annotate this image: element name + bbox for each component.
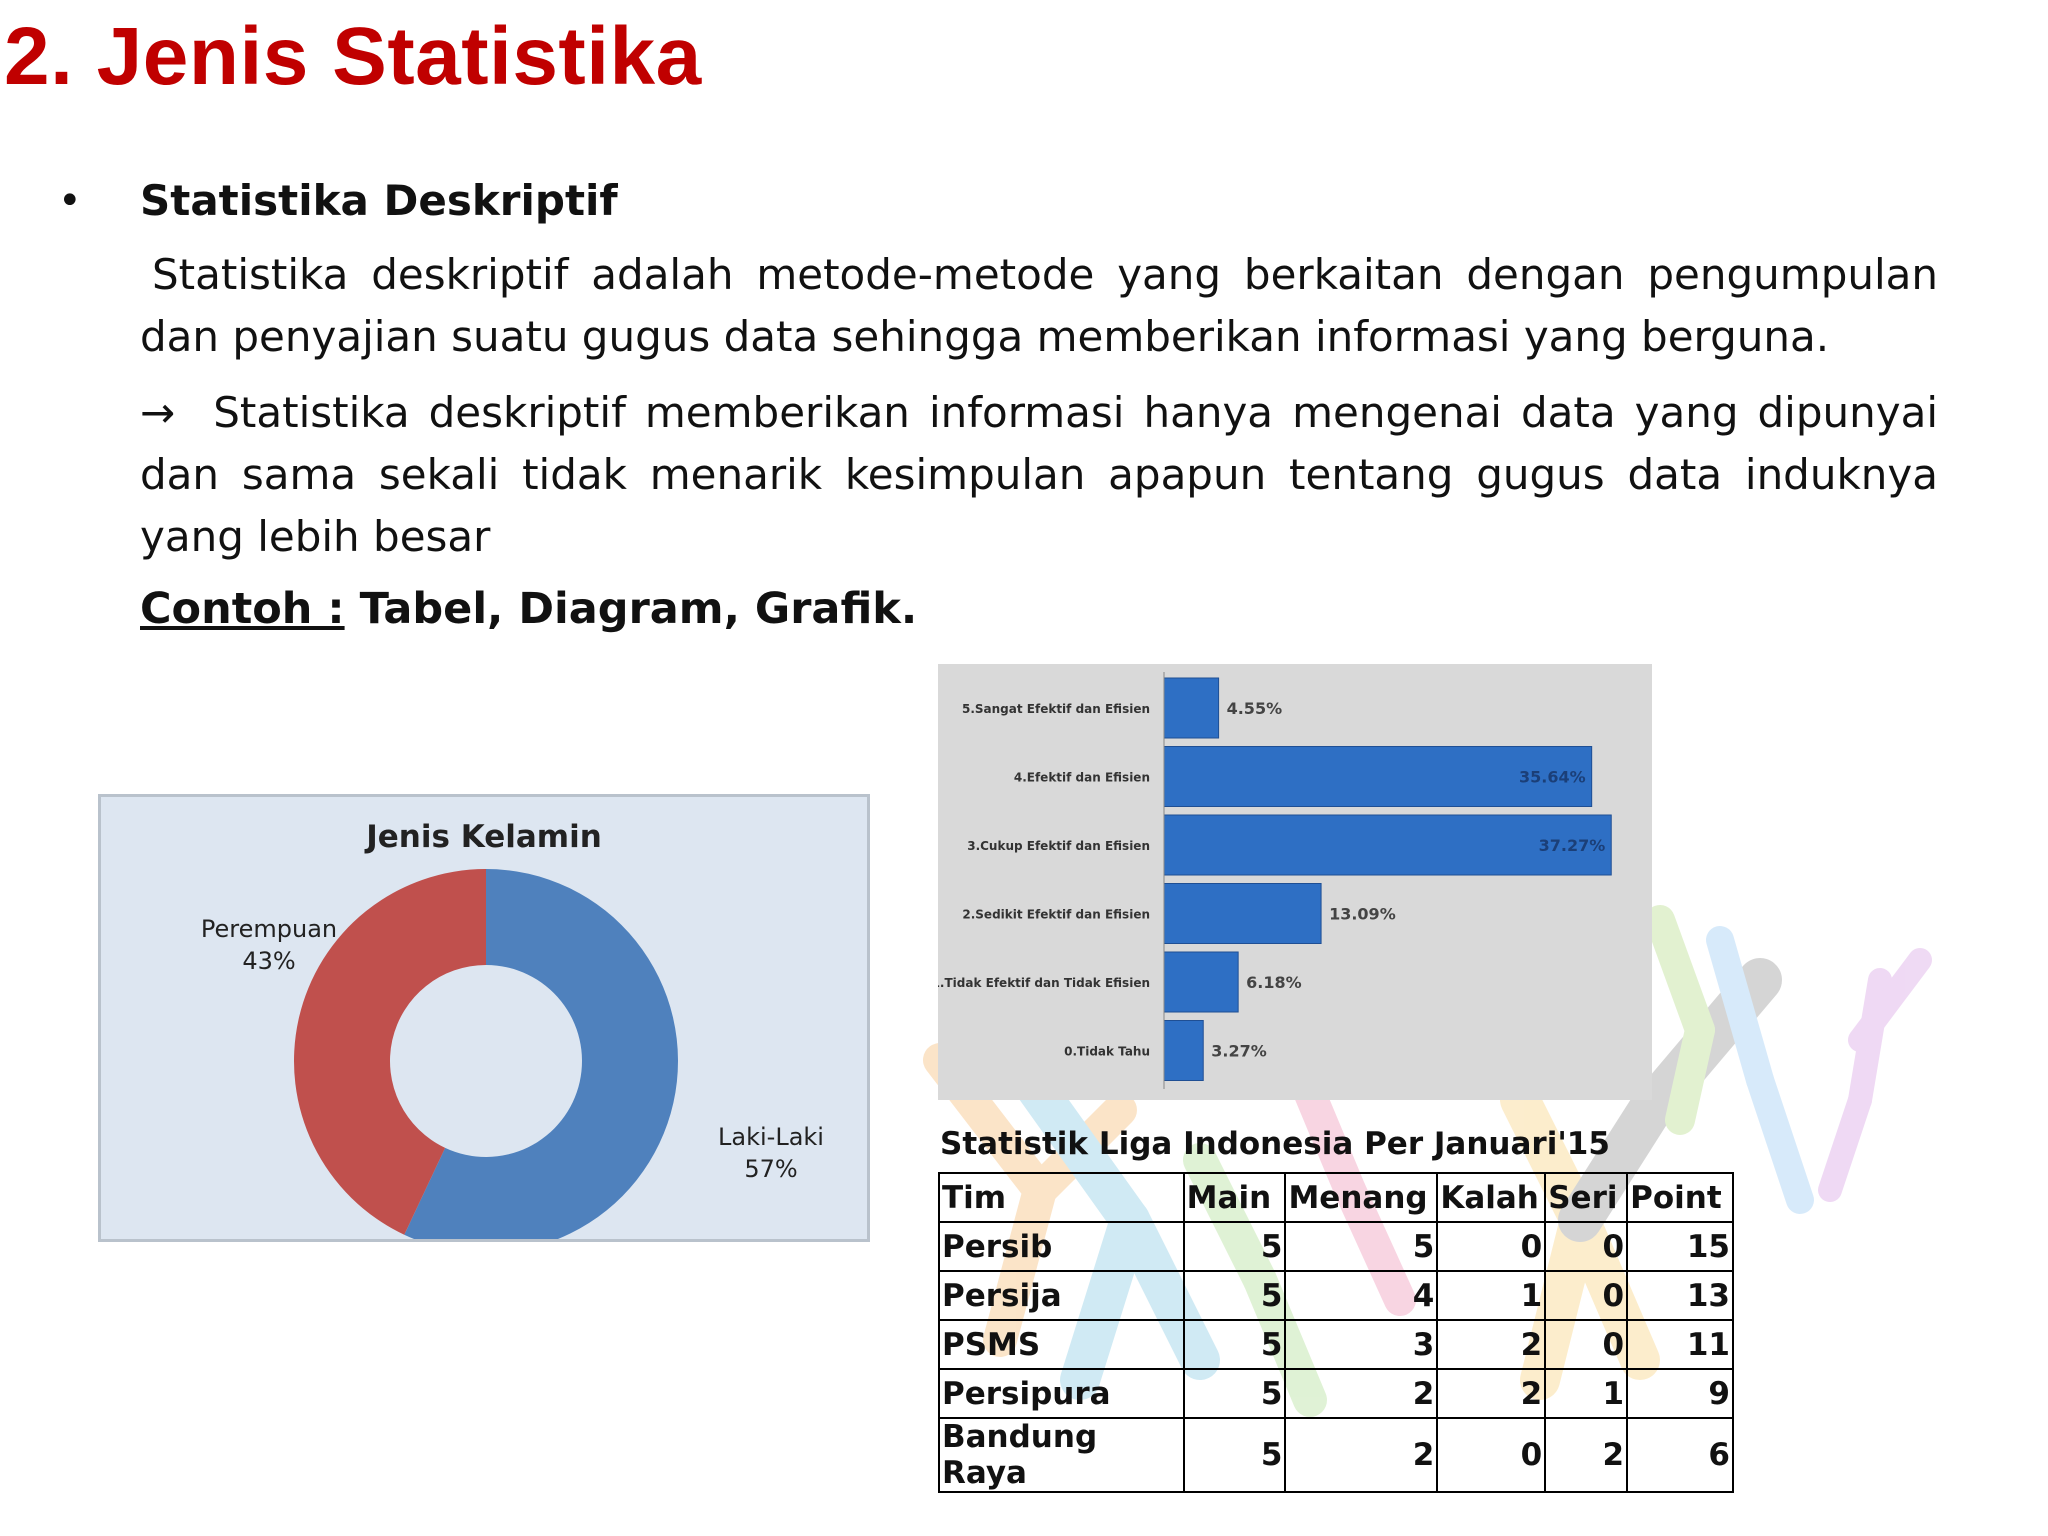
bullet-point: • bbox=[58, 178, 82, 224]
gender-donut-chart bbox=[101, 797, 867, 1239]
bar-value-label: 6.18% bbox=[1246, 973, 1302, 992]
value-cell: 5 bbox=[1184, 1222, 1286, 1271]
value-cell: 5 bbox=[1184, 1418, 1286, 1492]
value-cell: 6 bbox=[1627, 1418, 1733, 1492]
value-cell: 0 bbox=[1437, 1222, 1545, 1271]
effectiveness-bar-chart bbox=[938, 664, 1652, 1100]
gender-chart-panel bbox=[98, 794, 870, 1242]
bar-value-label: 13.09% bbox=[1329, 904, 1396, 924]
table-row bbox=[939, 1271, 1733, 1320]
team-cell: Persija bbox=[939, 1271, 1184, 1320]
bar-3 bbox=[1164, 884, 1321, 944]
value-cell: 13 bbox=[1627, 1271, 1733, 1320]
team-cell: Persib bbox=[939, 1222, 1184, 1271]
league-table bbox=[938, 1172, 1734, 1493]
column-header: Menang bbox=[1285, 1173, 1437, 1222]
table-row bbox=[939, 1222, 1733, 1271]
bar-value-label: 4.55% bbox=[1226, 699, 1283, 718]
slide-title: 2. Jenis Statistika bbox=[4, 11, 702, 102]
example-label: Contoh : bbox=[140, 584, 345, 634]
value-cell: 9 bbox=[1627, 1369, 1733, 1418]
value-cell: 5 bbox=[1285, 1222, 1437, 1271]
table-row bbox=[939, 1320, 1733, 1369]
bar-value-label: 35.64% bbox=[1519, 767, 1586, 787]
table-row bbox=[939, 1418, 1733, 1492]
column-header: Kalah bbox=[1437, 1173, 1545, 1222]
bar-5 bbox=[1164, 1021, 1203, 1081]
bar-category-label: 0.Tidak Tahu bbox=[1064, 1044, 1150, 1059]
value-cell: 5 bbox=[1184, 1271, 1286, 1320]
value-cell: 0 bbox=[1545, 1271, 1627, 1320]
value-cell: 5 bbox=[1184, 1320, 1286, 1369]
value-cell: 2 bbox=[1285, 1369, 1437, 1418]
effectiveness-chart-panel bbox=[938, 664, 1652, 1100]
bar-4 bbox=[1164, 952, 1238, 1012]
value-cell: 2 bbox=[1285, 1418, 1437, 1492]
note-text: Statistika deskriptif memberikan informasi hanya mengenai data yang dipunyai dan sama sekali tidak menarik kesimpulan apapun tentang gugus data induknya yang lebih besar bbox=[140, 388, 1939, 561]
donut-value-perempuan: 43% bbox=[242, 947, 296, 975]
team-cell: PSMS bbox=[939, 1320, 1184, 1369]
value-cell: 0 bbox=[1437, 1418, 1545, 1492]
value-cell: 1 bbox=[1437, 1271, 1545, 1320]
value-cell: 5 bbox=[1184, 1369, 1286, 1418]
table-header-row bbox=[939, 1173, 1733, 1222]
donut-value-laki-laki: 57% bbox=[744, 1155, 798, 1183]
column-header: Main bbox=[1184, 1173, 1286, 1222]
value-cell: 2 bbox=[1437, 1369, 1545, 1418]
bar-category-label: 4.Efektif dan Efisien bbox=[1013, 770, 1150, 785]
value-cell: 2 bbox=[1545, 1418, 1627, 1492]
section-heading: Statistika Deskriptif bbox=[140, 176, 618, 225]
value-cell: 2 bbox=[1437, 1320, 1545, 1369]
definition-paragraph: Statistika deskriptif adalah metode-metode yang berkaitan dengan pengumpulan dan penyajian suatu gugus data sehingga memberikan informasi yang berguna. bbox=[140, 250, 1938, 361]
arrow-icon: → bbox=[140, 388, 176, 437]
value-cell: 3 bbox=[1285, 1320, 1437, 1369]
donut-title: Jenis Kelamin bbox=[366, 819, 602, 855]
team-cell: Persipura bbox=[939, 1369, 1184, 1418]
bar-category-label: 5.Sangat Efektif dan Efisien bbox=[961, 702, 1150, 716]
value-cell: 0 bbox=[1545, 1222, 1627, 1271]
bar-category-label: 1.Tidak Efektif dan Tidak Efisien bbox=[938, 976, 1150, 990]
bar-category-label: 3.Cukup Efektif dan Efisien bbox=[967, 839, 1150, 853]
example-line bbox=[140, 584, 917, 634]
value-cell: 4 bbox=[1285, 1271, 1437, 1320]
table-title: Statistik Liga Indonesia Per Januari'15 bbox=[940, 1126, 1610, 1162]
column-header: Tim bbox=[939, 1173, 1184, 1222]
bar-category-label: 2.Sedikit Efektif dan Efisien bbox=[962, 907, 1150, 922]
bar-0 bbox=[1164, 678, 1219, 738]
donut-label-perempuan: Perempuan bbox=[200, 915, 338, 943]
team-cell: Bandung Raya bbox=[939, 1418, 1184, 1492]
note-paragraph bbox=[140, 382, 1938, 568]
table-row bbox=[939, 1369, 1733, 1418]
bar-value-label: 37.27% bbox=[1538, 836, 1606, 855]
bar-value-label: 3.27% bbox=[1211, 1041, 1267, 1061]
value-cell: 15 bbox=[1627, 1222, 1733, 1271]
donut-label-laki-laki: Laki-Laki bbox=[718, 1123, 824, 1151]
column-header: Seri bbox=[1545, 1173, 1627, 1222]
value-cell: 11 bbox=[1627, 1320, 1733, 1369]
example-text: Tabel, Diagram, Grafik. bbox=[344, 584, 918, 634]
column-header: Point bbox=[1627, 1173, 1733, 1222]
value-cell: 1 bbox=[1545, 1369, 1627, 1418]
value-cell: 0 bbox=[1545, 1320, 1627, 1369]
